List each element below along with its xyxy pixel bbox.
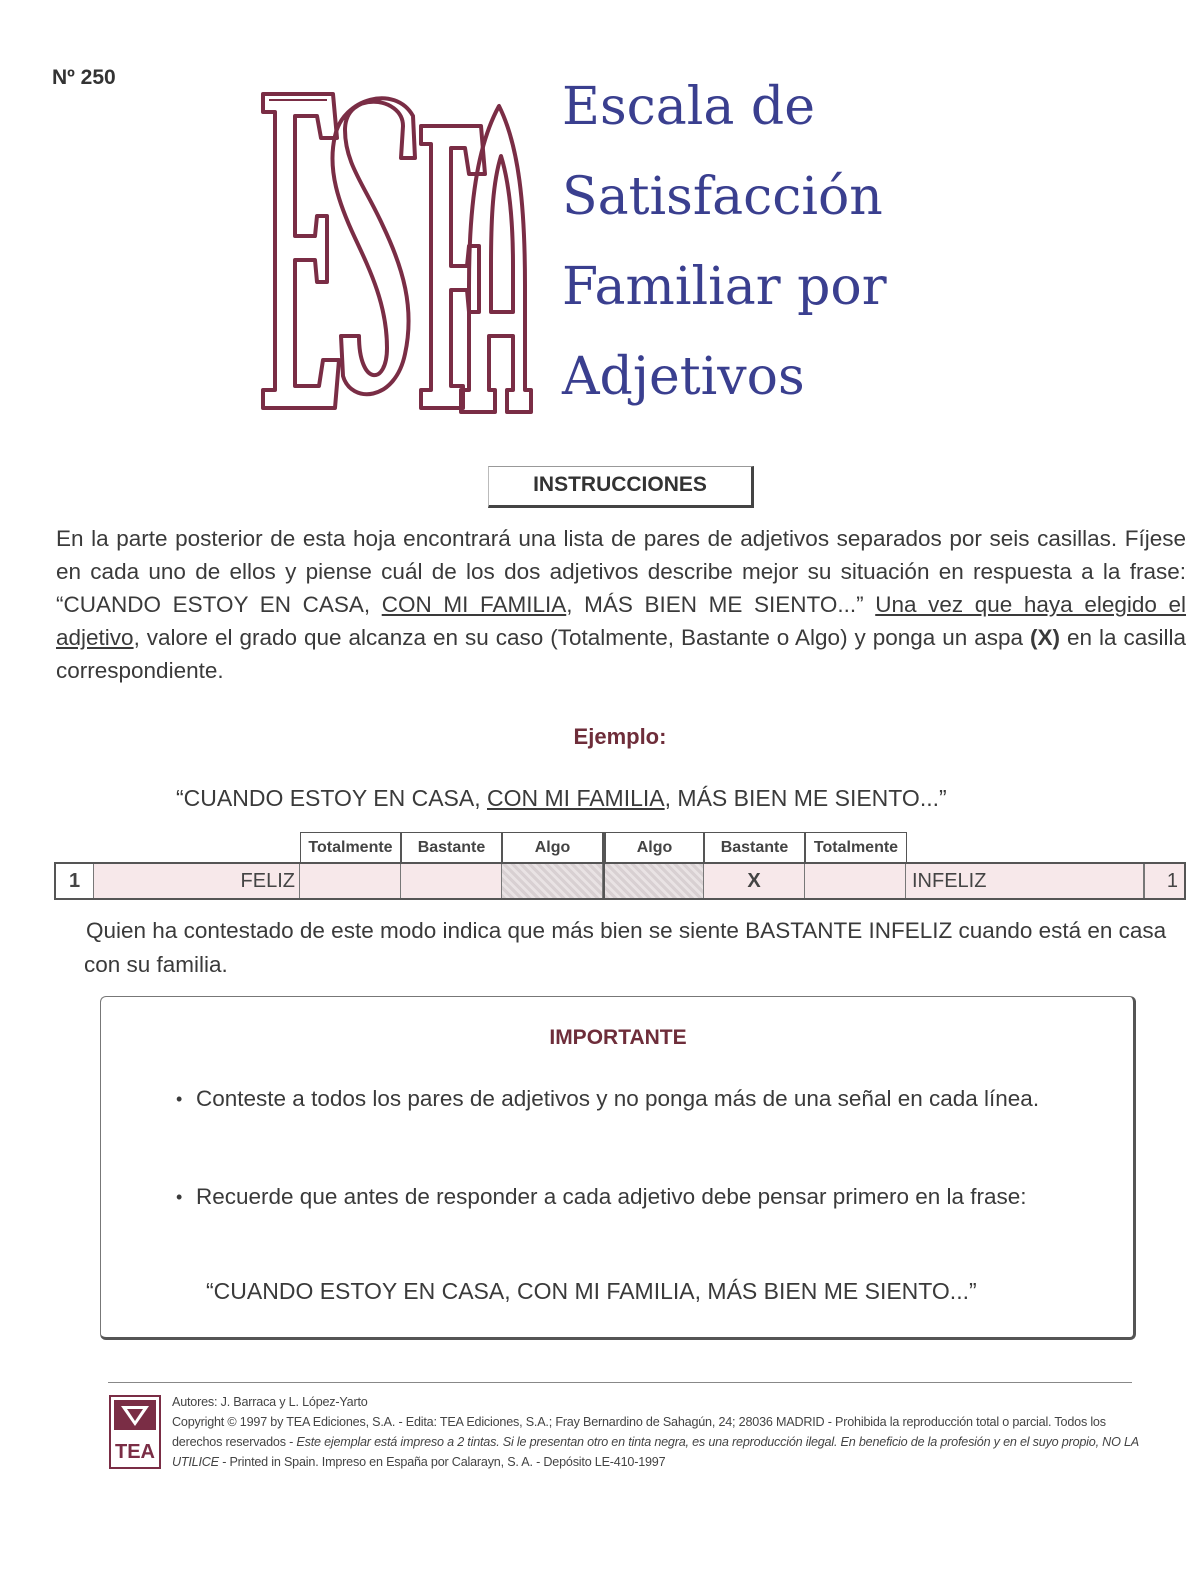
instr-part1: En la parte posterior de esta hoja encontrará una lista de pares de adjetivos separados por seis casillas. Fíjese en cada uno de ellos y piense cuál de los dos adjetivos describe mejor su situación en respuesta a la frase: “CUANDO ESTOY EN CASA, (56, 526, 1186, 617)
cell-totalmente-right[interactable] (805, 864, 906, 898)
form-number: Nº 250 (52, 66, 116, 89)
important-bullet-1 (176, 1082, 1076, 1116)
important-phrase: “CUANDO ESTOY EN CASA, CON MI FAMILIA, MÁS BIEN ME SIENTO...” (206, 1278, 977, 1304)
column-header-bastante-left: Bastante (401, 832, 502, 862)
cell-bastante-left[interactable] (401, 864, 502, 898)
title-line-2: Satisfacción (562, 167, 883, 227)
example-phrase (176, 785, 947, 812)
bullet-dot: • (176, 1187, 183, 1207)
bullet-text: Recuerde que antes de responder a cada adjetivo debe pensar primero en la frase: (196, 1184, 1027, 1209)
row-number-right: 1 (1144, 864, 1184, 898)
example-phrase-a: “CUANDO ESTOY EN CASA, (176, 785, 487, 811)
footer-copyright (172, 1412, 1147, 1472)
row-number-left: 1 (56, 864, 94, 898)
copyright-part-c: - Printed in Spain. Impreso en España por Calarayn, S. A. - Depósito LE-410-1997 (218, 1455, 666, 1469)
copyright-part-a: Copyright © 1997 by TEA Ediciones, S.A. - Edita: TEA Ediciones, S.A.; Fray Bernardino de Sahagún, 24; 28036 MADRID - Prohibida la reproducción total o parcial. Todos los derechos reservados - (172, 1415, 1106, 1449)
instr-part7: en la casilla correspondiente. (56, 625, 1186, 683)
title-line-4: Adjetivos (562, 347, 805, 407)
title-line-3: Familiar por (562, 257, 887, 317)
cell-totalmente-left[interactable] (300, 864, 401, 898)
instructions-heading: INSTRUCCIONES (488, 466, 754, 508)
footer-text (172, 1392, 1147, 1472)
footer-authors: Autores: J. Barraca y L. López-Yarto (172, 1395, 368, 1409)
bullet-dot: • (176, 1089, 183, 1109)
cell-algo-right[interactable] (603, 864, 704, 898)
important-heading: IMPORTANTE (549, 1026, 687, 1049)
instr-part6: (X) (1030, 625, 1061, 650)
cell-algo-left[interactable] (502, 864, 603, 898)
instr-part5: , valore el grado que alcanza en su caso (Totalmente, Bastante o Algo) y ponga un aspa (133, 625, 1031, 650)
column-header-bastante-right: Bastante (704, 832, 805, 862)
right-adjective: INFELIZ (906, 864, 1144, 898)
copyright-part-b: Este ejemplar está impreso a 2 tintas. Si le presentan otro en tinta negra, es una reproducción ilegal. En beneficio de la profesión y en el suyo propio, NO LA UTILICE (172, 1435, 1139, 1469)
scale-title (562, 62, 887, 422)
instr-part4: Una vez que haya elegido el adjetivo (56, 592, 1187, 650)
column-header-algo-right: Algo (603, 832, 704, 862)
example-explanation: Quien ha contestado de este modo indica que más bien se siente BASTANTE INFELIZ cuando está en casa con su familia. (84, 918, 1167, 977)
example-phrase-c: , MÁS BIEN ME SIENTO...” (664, 785, 947, 811)
footer-divider (108, 1382, 1132, 1383)
example-heading: Ejemplo: (573, 724, 667, 749)
instructions-paragraph (56, 522, 1186, 687)
esfa-logo (255, 86, 535, 431)
cell-bastante-right[interactable]: X (704, 864, 805, 898)
left-adjective: FELIZ (94, 864, 300, 898)
title-line-1: Escala de (562, 77, 815, 137)
instr-part2: CON MI FAMILIA (381, 592, 567, 617)
bullet-text: Conteste a todos los pares de adjetivos y no ponga más de una señal en cada línea. (196, 1086, 1040, 1111)
tea-publisher-logo (108, 1394, 162, 1470)
column-header-totalmente-left: Totalmente (300, 832, 401, 862)
column-header-totalmente-right: Totalmente (805, 832, 907, 862)
column-header-algo-left: Algo (502, 832, 603, 862)
example-phrase-b: CON MI FAMILIA (487, 785, 665, 811)
example-row (54, 862, 1186, 900)
svg-text:TEA: TEA (115, 1441, 155, 1463)
instr-part3: , MÁS BIEN ME SIENTO...” (566, 592, 876, 617)
important-bullet-2 (176, 1180, 1076, 1214)
